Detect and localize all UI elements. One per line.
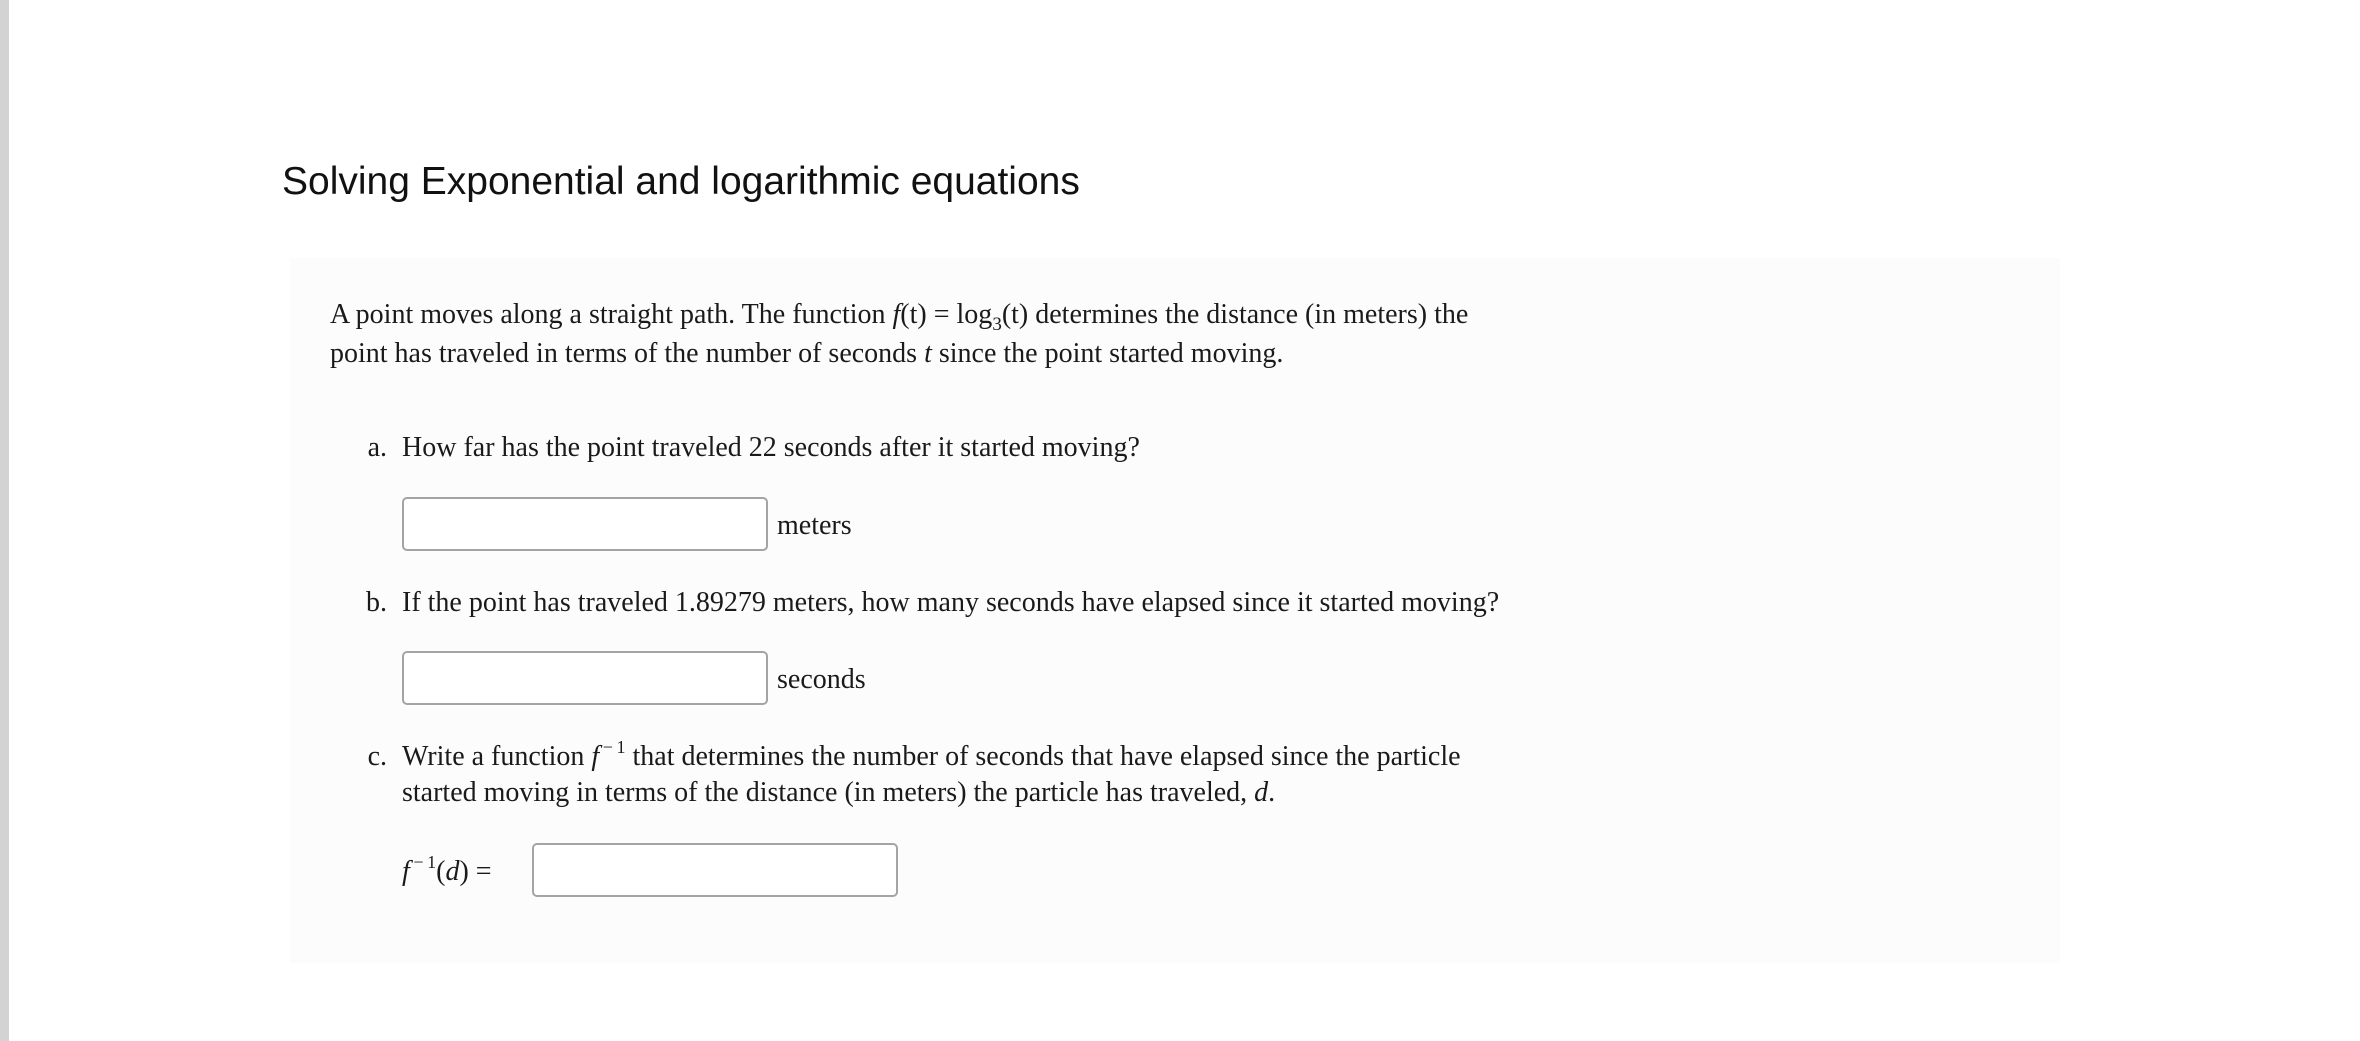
part-a-question: How far has the point traveled 22 seconds after it started moving?: [402, 432, 1140, 463]
math-f-arg: (t): [900, 299, 927, 330]
inverse-function-label: [402, 853, 492, 893]
intro-text-end: since the point started moving.: [931, 338, 1284, 369]
part-c-line-1: [402, 738, 1461, 778]
page-title: Solving Exponential and logarithmic equations: [282, 160, 1080, 203]
intro-line-1: [330, 296, 1468, 337]
intro-text: A point moves along a straight path. The function: [330, 299, 893, 330]
part-b-unit: seconds: [777, 664, 866, 695]
part-b-answer-input[interactable]: [402, 651, 768, 705]
part-c-text: started moving in terms of the distance (in meters) the particle has traveled,: [402, 777, 1255, 808]
window-left-border: [0, 0, 9, 1041]
math-t: t: [924, 338, 932, 369]
intro-text-end: determines the distance (in meters) the: [1028, 299, 1469, 330]
math-equals: =: [926, 299, 957, 330]
math-log-base: 3: [992, 314, 1002, 335]
math-equals: =: [468, 856, 492, 887]
part-c-text-end: that determines the number of seconds that have elapsed since the particle: [625, 741, 1461, 772]
part-b-question: If the point has traveled 1.89279 meters, how many seconds have elapsed since it started moving?: [402, 587, 1500, 618]
part-c-text-end: .: [1268, 777, 1276, 808]
part-a-unit: meters: [777, 510, 852, 541]
intro-line-2: [330, 335, 1283, 373]
part-a-marker: a.: [367, 432, 387, 463]
math-d: d: [445, 856, 460, 887]
math-inverse-exponent: − 1: [599, 737, 626, 757]
part-c-marker: c.: [367, 741, 387, 772]
part-c-line-2: [402, 774, 1275, 812]
math-inverse-exponent: − 1: [409, 852, 437, 872]
math-log: log: [956, 299, 993, 330]
math-f: f: [591, 741, 600, 772]
part-b-marker: b.: [366, 587, 387, 618]
part-a-answer-input[interactable]: [402, 497, 768, 551]
math-log-arg: (t): [1001, 299, 1029, 330]
part-c-text: Write a function: [402, 741, 592, 772]
math-f: f: [892, 299, 901, 330]
math-paren-close: ): [459, 856, 469, 887]
math-d: d: [1254, 777, 1269, 808]
part-c-answer-input[interactable]: [532, 843, 898, 897]
math-f: f: [402, 856, 410, 887]
math-paren-open: (: [436, 856, 446, 887]
intro-text: point has traveled in terms of the number of seconds: [330, 338, 925, 369]
